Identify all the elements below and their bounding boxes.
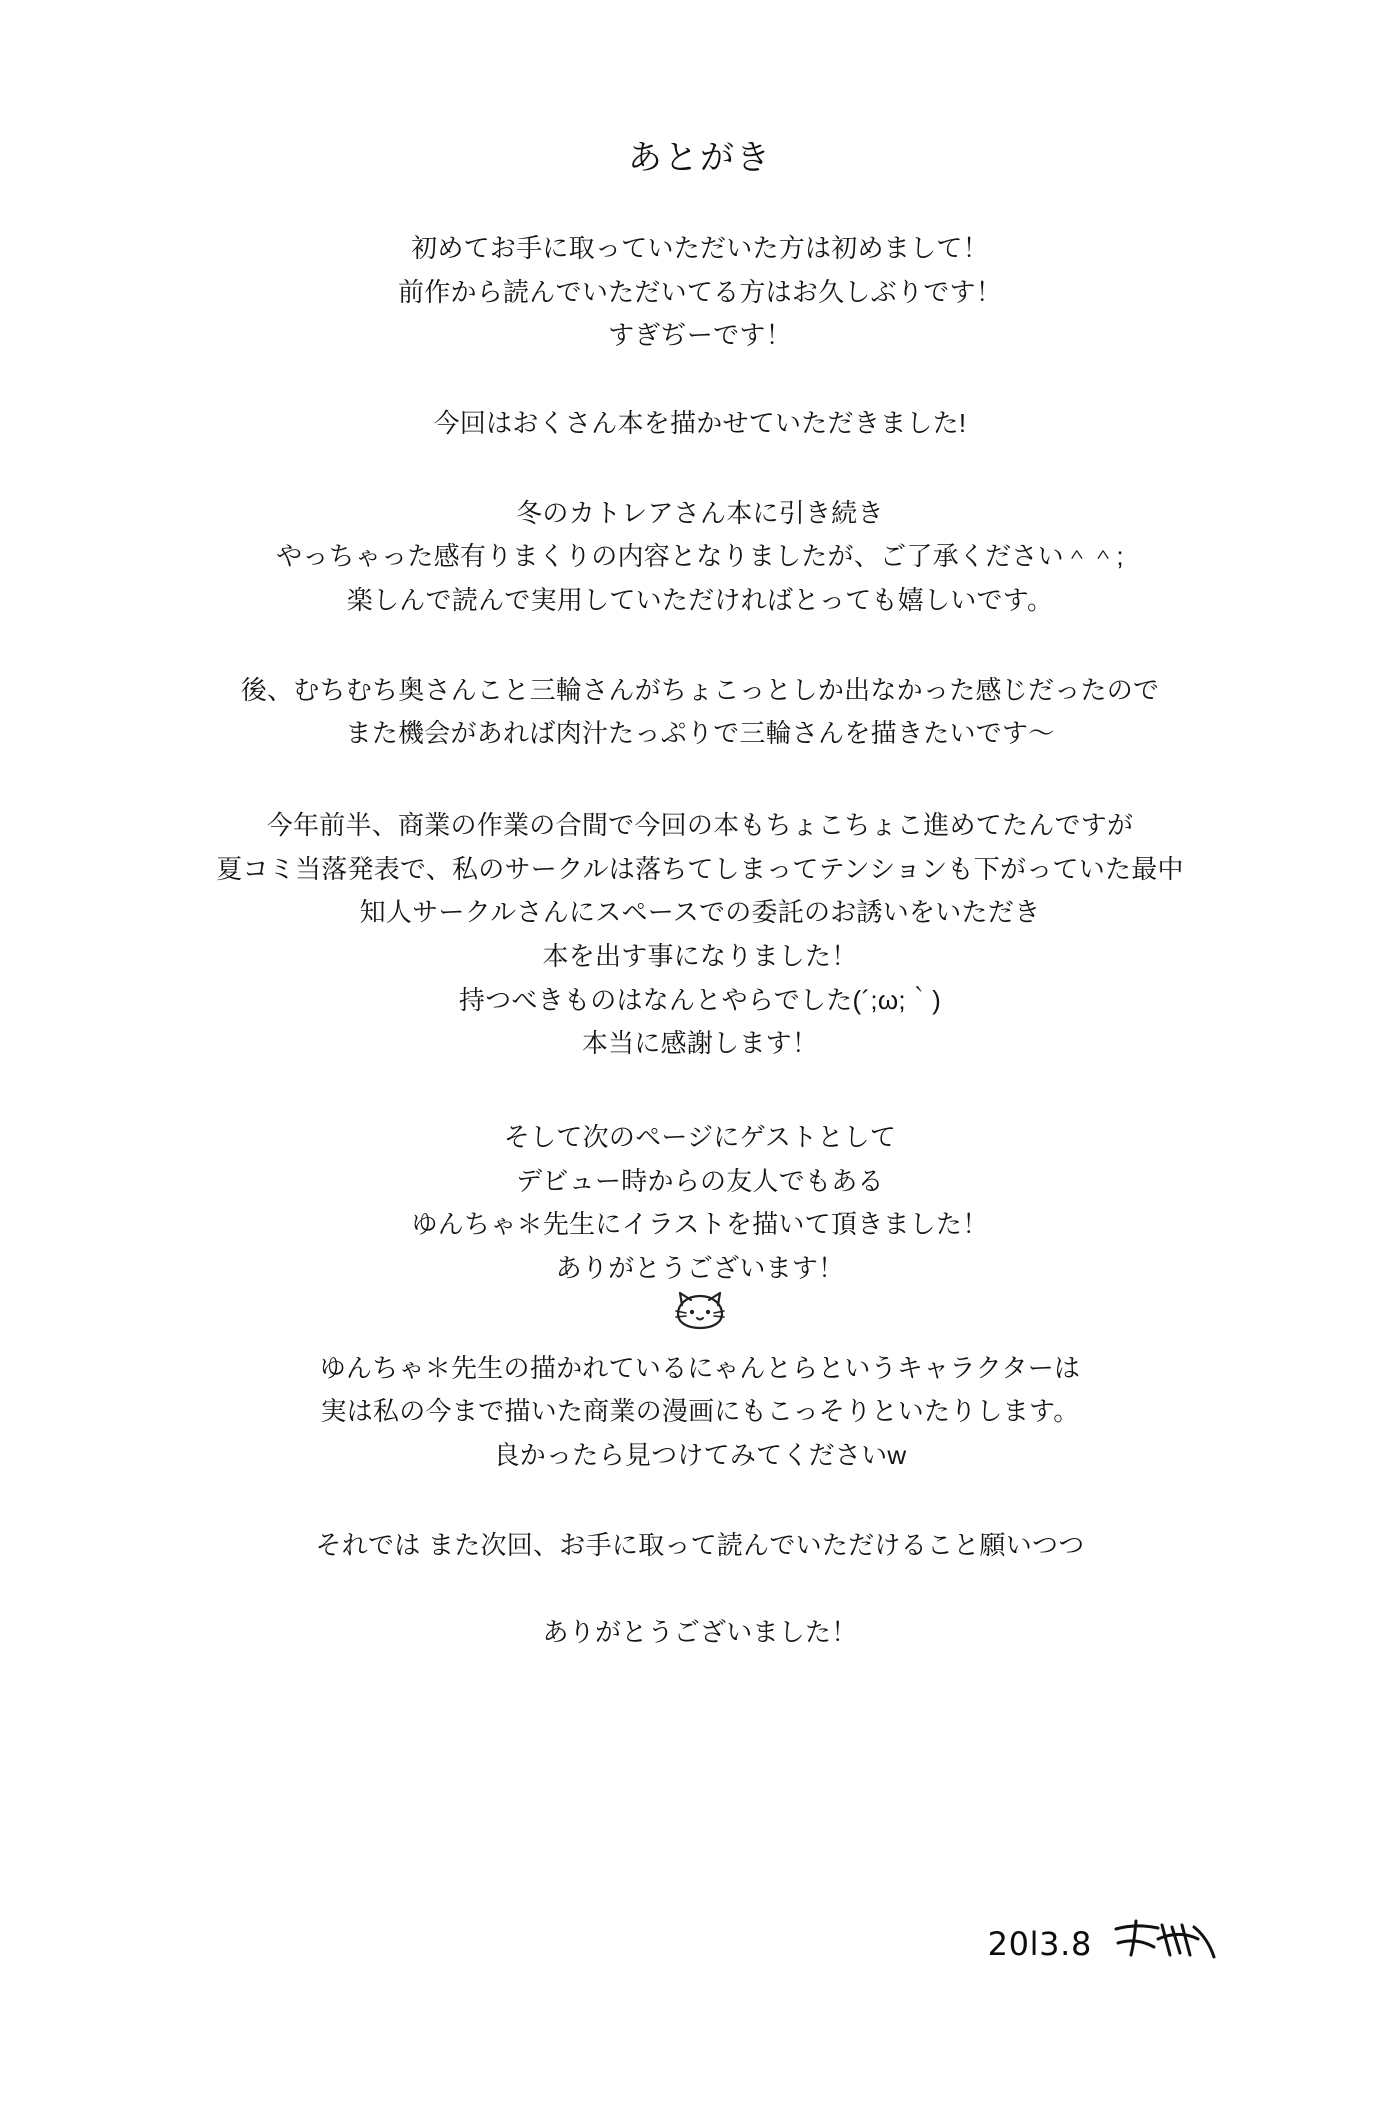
text-line: 冬のカトレアさん本に引き続き [516, 497, 884, 528]
signature-date: 20l3.8 [987, 1925, 1092, 1963]
text-line: 持つべきものはなんとやらでした(´;ω;｀) [458, 984, 942, 1015]
text-line: 本当に感謝します！ [581, 1028, 819, 1059]
text-line: デビュー時からの友人でもある [516, 1165, 884, 1196]
cat-face-icon [670, 1289, 730, 1331]
page-title: あとがき [627, 139, 773, 177]
paragraph-closing [0, 1524, 1400, 1568]
paragraph-intro [0, 227, 1400, 358]
signature-block [988, 1915, 1220, 1963]
text-line: それでは また次回、お手に取って読んでいただけること願いつつ [315, 1529, 1085, 1560]
paragraph-thanks [0, 1611, 1400, 1655]
text-line: ゆんちゃ＊先生にイラストを描いて頂きました！ [411, 1209, 989, 1240]
text-line: 良かったら見つけてみてくださいw [493, 1440, 907, 1471]
paragraph-miwa [0, 669, 1400, 756]
text-line: やっちゃった感有りまくりの内容となりましたが、ご了承ください＾＾; [276, 541, 1124, 572]
text-line: すぎぢーです！ [608, 320, 792, 351]
text-line: 実は私の今まで描いた商業の漫画にもこっそりといたりします。 [320, 1396, 1080, 1427]
text-line: 後、むちむち奥さんこと三輪さんがちょこっとしか出なかった感じだったので [240, 674, 1160, 705]
text-line: 前作から読んでいただいてる方はお久しぶりです！ [398, 276, 1002, 307]
paragraph-comiket [0, 804, 1400, 1066]
afterword-page [0, 130, 1400, 2118]
text-line: 楽しんで読んで実用していただければとっても嬉しいです。 [346, 585, 1054, 616]
text-line: 知人サークルさんにスペースでの委託のお誘いをいただき [359, 897, 1041, 928]
text-line: また機会があれば肉汁たっぷりで三輪さんを描きたいです～ [345, 718, 1055, 749]
text-line: 初めてお手に取っていただいた方は初めまして！ [411, 233, 989, 263]
handwritten-signature-icon [1110, 1915, 1220, 1963]
text-line: 今年前半、商業の作業の合間で今回の本もちょこちょこ進めてたんですが [266, 810, 1134, 841]
text-line: 本を出す事になりました！ [542, 941, 858, 972]
paragraph-guest [0, 1116, 1400, 1291]
text-line: ありがとうございます！ [555, 1253, 845, 1284]
cat-decoration-row [0, 1291, 1400, 1317]
text-line: そして次のページにゲストとして [503, 1122, 897, 1153]
paragraph-nyantora [0, 1347, 1400, 1478]
text-line: 今回はおくさん本を描かせていただきました! [433, 408, 967, 439]
text-line: 夏コミ当落発表で、私のサークルは落ちてしまってテンションも下がっていた最中 [216, 853, 1184, 884]
text-line: ゆんちゃ＊先生の描かれているにゃんとらというキャラクターは [319, 1352, 1081, 1383]
paragraph-content-note [0, 492, 1400, 623]
paragraph-theme [0, 402, 1400, 446]
text-line: ありがとうございました！ [542, 1617, 858, 1648]
